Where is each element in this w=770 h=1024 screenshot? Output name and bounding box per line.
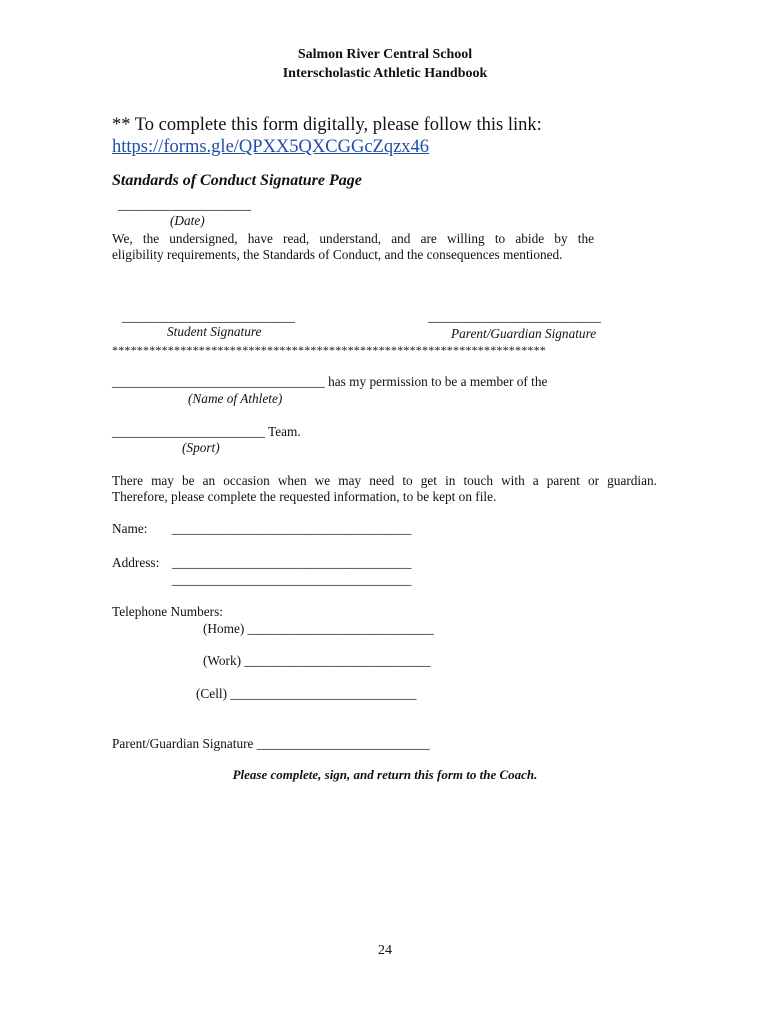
home-phone-line: (Home) ____________________________: [203, 621, 434, 636]
athlete-name-label: (Name of Athlete): [188, 391, 283, 406]
parent-signature-label: Parent/Guardian Signature: [451, 326, 597, 341]
permission-line: ________________________________ has my permission to be a member of the: [112, 374, 548, 389]
parent-guardian-signature: Parent/Guardian Signature __________________________: [112, 736, 430, 751]
school-name: Salmon River Central School: [297, 47, 473, 62]
sport-label: (Sport): [182, 440, 220, 455]
team-line: _______________________ Team.: [112, 424, 301, 439]
student-signature-line: __________________________: [122, 309, 295, 324]
address-label: Address:: [112, 555, 160, 570]
cell-phone-line: (Cell) ____________________________: [196, 686, 417, 701]
name-field-line: ____________________________________: [172, 521, 412, 536]
return-instruction: Please complete, sign, and return this form to the Coach.: [232, 767, 538, 782]
address-field-line-1: ____________________________________: [172, 555, 412, 570]
address-field-line-2: ____________________________________: [172, 572, 412, 587]
agreement-line-2: eligibility requirements, the Standards of Conduct, and the consequences mentioned.: [112, 247, 563, 262]
digital-note: ** To complete this form digitally, please follow this link:: [112, 115, 542, 135]
date-line: ____________________: [118, 197, 251, 212]
form-link[interactable]: https://forms.gle/QPXX5QXCGGcZqzx46: [112, 137, 430, 157]
contact-line-1: There may be an occasion when we may need to get in touch with a parent or guardian.: [112, 473, 657, 488]
agreement-line-1: We, the undersigned, have read, understand, and are willing to abide by the: [112, 231, 594, 246]
contact-line-2: Therefore, please complete the requested information, to be kept on file.: [112, 489, 497, 504]
page-number: 24: [378, 943, 392, 958]
parent-signature-line: __________________________: [428, 309, 601, 324]
work-phone-line: (Work) ____________________________: [203, 653, 431, 668]
handbook-title: Interscholastic Athletic Handbook: [282, 66, 488, 81]
separator-line: **********************************************************************: [112, 343, 546, 357]
name-label: Name:: [112, 521, 148, 536]
student-signature-label: Student Signature: [167, 324, 262, 339]
page-title: Standards of Conduct Signature Page: [112, 172, 362, 189]
telephone-label: Telephone Numbers:: [112, 604, 223, 619]
date-label: (Date): [170, 213, 205, 228]
